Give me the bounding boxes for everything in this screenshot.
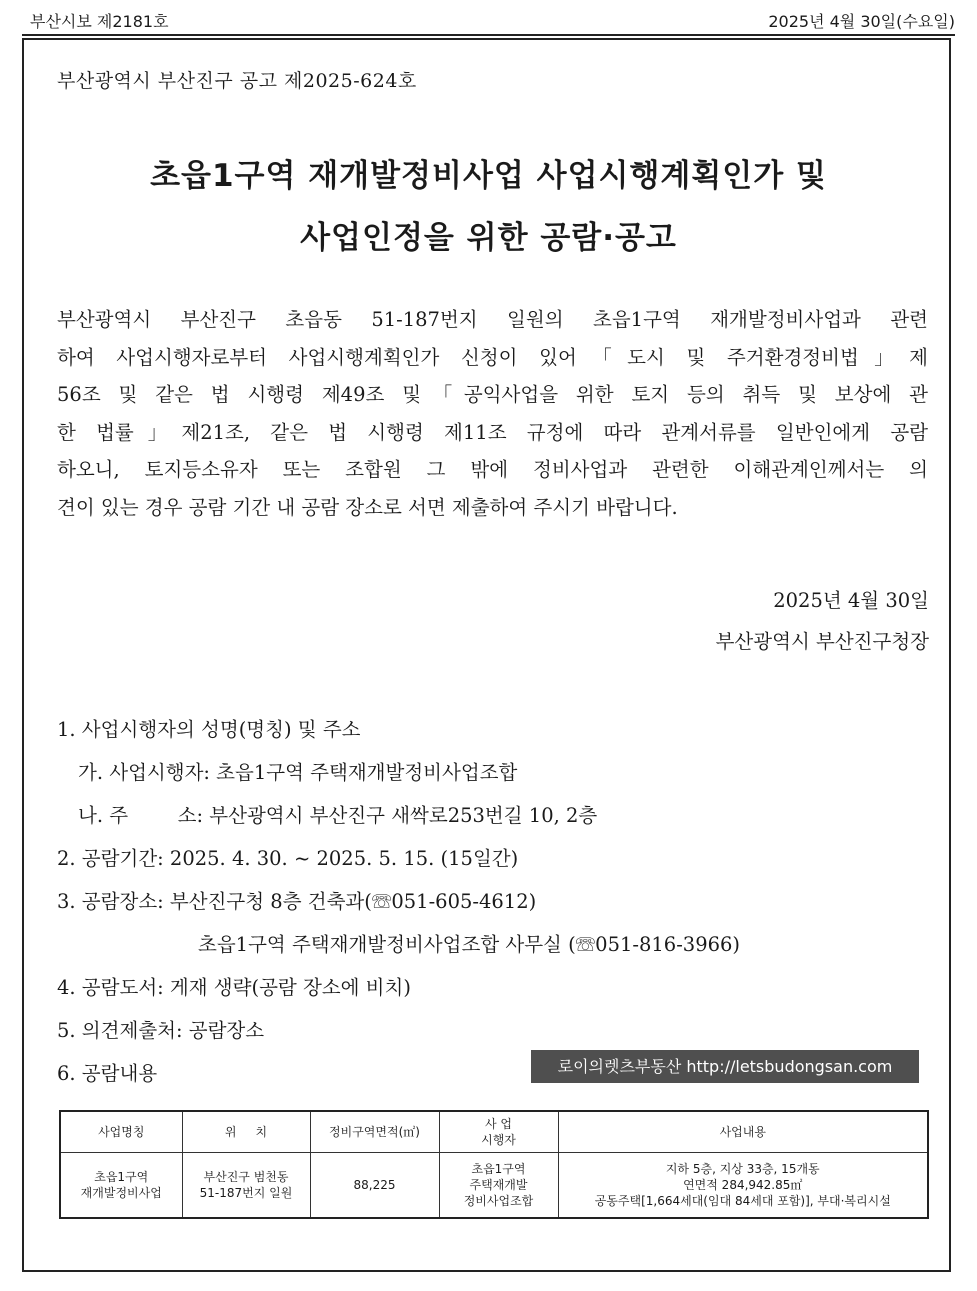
table-header-row bbox=[60, 1111, 928, 1153]
item-5: 5. 의견제출처: 공람장소 bbox=[57, 1019, 265, 1042]
item-6: 6. 공람내용 bbox=[57, 1062, 158, 1085]
table-header-cell: 정비구역면적(㎡) bbox=[310, 1111, 439, 1153]
table-row bbox=[60, 1153, 928, 1219]
table-header-cell: 사 업 시행자 bbox=[439, 1111, 558, 1153]
body-line: 견이 있는 경우 공람 기간 내 공람 장소로 서면 제출하여 주시기 바랍니다. bbox=[57, 495, 678, 519]
gazette-date: 2025년 4월 30일(수요일) bbox=[768, 12, 955, 31]
item-3-b: 초읍1구역 주택재개발정비사업조합 사무실 (☏051-816-3966) bbox=[198, 933, 741, 956]
project-name: 초읍1구역 재개발정비사업 bbox=[60, 1153, 182, 1219]
body-line: 하여 사업시행자로부터 사업시행계획인가 신청이 있어「도시 및 주거환경정비법」제 bbox=[57, 345, 928, 369]
body-line: 하오니, 토지등소유자 또는 조합원 그 밖에 정비사업과 관련한 이해관계인께서는 의 bbox=[57, 458, 928, 481]
table-header-cell: 사업명칭 bbox=[60, 1111, 182, 1153]
table-header-cell: 사업내용 bbox=[558, 1111, 928, 1153]
body-line: 한 법률」제21조, 같은 법 시행령 제11조 규정에 따라 관계서류를 일반인에게 공람 bbox=[57, 420, 928, 444]
table-header-cell: 위 치 bbox=[182, 1111, 310, 1153]
notice-number: 부산광역시 부산진구 공고 제2025-624호 bbox=[57, 70, 417, 92]
notice-body bbox=[57, 301, 928, 526]
notice-date: 2025년 4월 30일 bbox=[773, 589, 929, 612]
project-operator: 초읍1구역 주택재개발 정비사업조합 bbox=[439, 1153, 558, 1219]
title-line-2: 사업인정을 위한 공람·공고 bbox=[300, 220, 677, 256]
item-4: 4. 공람도서: 게재 생략(공람 장소에 비치) bbox=[57, 976, 411, 999]
item-2: 2. 공람기간: 2025. 4. 30. ~ 2025. 5. 15. (15일간) bbox=[57, 847, 519, 870]
watermark-banner: 로이의렛츠부동산 http://letsbudongsan.com bbox=[531, 1050, 919, 1083]
body-line: 부산광역시 부산진구 초읍동 51-187번지 일원의 초읍1구역 재개발정비사업과 관련 bbox=[57, 308, 928, 331]
project-location: 부산진구 범천동 51-187번지 일원 bbox=[182, 1153, 310, 1219]
title-line-1: 초읍1구역 재개발정비사업 사업시행계획인가 및 bbox=[150, 158, 827, 194]
gazette-issue: 부산시보 제2181호 bbox=[30, 12, 169, 31]
project-area: 88,225 bbox=[310, 1153, 439, 1219]
item-1: 1. 사업시행자의 성명(명칭) 및 주소 bbox=[57, 718, 361, 741]
body-line: 56조 및 같은 법 시행령 제49조 및「공익사업을 위한 토지 등의 취득 및 보상에 관 bbox=[57, 383, 928, 406]
item-3: 3. 공람장소: 부산진구청 8층 건축과(☏051-605-4612) bbox=[57, 890, 537, 913]
item-1-a: 가. 사업시행자: 초읍1구역 주택재개발정비사업조합 bbox=[78, 761, 518, 784]
notice-signer: 부산광역시 부산진구청장 bbox=[715, 630, 929, 653]
item-1-b: 나. 주 소: 부산광역시 부산진구 새싹로253번길 10, 2층 bbox=[78, 804, 598, 827]
gazette-header bbox=[22, 6, 955, 32]
project-content: 지하 5층, 지상 33층, 15개동 연면적 284,942.85㎡ 공동주택[1,664세대(임대 84세대 포함)], 부대·복리시설 bbox=[558, 1153, 928, 1219]
header-divider bbox=[22, 34, 955, 36]
project-table bbox=[59, 1110, 929, 1219]
